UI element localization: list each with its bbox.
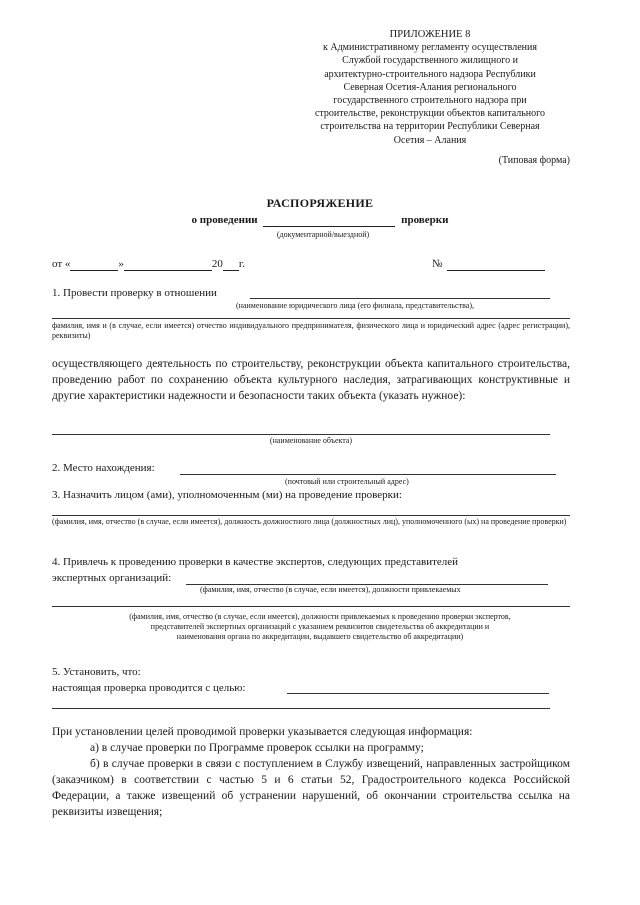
purpose-field-2[interactable] (52, 708, 550, 709)
item4-hint-block (40, 612, 600, 642)
location-field[interactable] (180, 474, 556, 475)
document-title: РАСПОРЯЖЕНИЕ (266, 196, 374, 210)
appendix-line: государственного строительного надзора при (333, 95, 527, 107)
date-year-suffix: г. (238, 258, 245, 270)
appendix-title: ПРИЛОЖЕНИЕ 8 (389, 29, 471, 40)
inspection-subtitle (0, 214, 640, 227)
date-from-label: от « (52, 258, 71, 270)
number-label: № (432, 258, 443, 270)
date-year-prefix: 20 (211, 258, 223, 270)
item1-text: 1. Провести проверку в отношении (52, 287, 217, 299)
subtitle-right: проверки (401, 214, 449, 226)
item4-line1: 4. Привлечь к проведению проверки в качестве экспертов, следующих представителей (52, 556, 459, 568)
item4-hint-line: наименования органа по аккредитации, выдавшего свидетельство об аккредитации) (176, 632, 464, 641)
item2-label: 2. Место нахождения: (52, 462, 155, 474)
appendix-line: Северная Осетия-Алания регионального (343, 81, 517, 93)
item5-label: 5. Установить, что: (52, 666, 141, 678)
item4-hint-line: (фамилия, имя, отчество (в случае, если имеется), должности привлекаемых к проведению проверки экспертов, (129, 612, 511, 621)
item1-field-2[interactable] (52, 318, 570, 319)
appendix-block (300, 28, 560, 147)
appendix-line: к Административному регламенту осуществления (323, 42, 537, 54)
item4-hint-inline: (фамилия, имя, отчество (в случае, если имеется), должности привлекаемых (200, 585, 461, 594)
purpose-intro: При установлении целей проводимой проверки указывается следующая информация: (52, 726, 473, 738)
subtitle-left: о проведении (191, 214, 258, 226)
date-day-field[interactable] (70, 258, 118, 271)
item3-hint: (фамилия, имя, отчество (в случае, если имеется), должность должностного лица (должностных лиц), уполномоченного (ых) на проведение проверки) (52, 517, 567, 526)
appendix-line: Службой государственного жилищного и (342, 55, 518, 67)
activity-paragraph: осуществляющего деятельность по строительству, реконструкции объекта капитального строительства, проведению работ по сохранению объекта культурного наследия, затрагивающих конструктивные и другие характеристики надежности и безопасности таких объекта (указать нужное): (52, 358, 570, 402)
purpose-item-b (52, 756, 570, 820)
object-field[interactable] (52, 434, 550, 435)
item2-hint: (почтовый или строительный адрес) (285, 477, 409, 486)
date-line (52, 258, 245, 271)
item5-purpose: настоящая проверка проводится с целью: (52, 682, 246, 694)
item1-hint2: фамилия, имя и (в случае, если имеется) отчество индивидуального предпринимателя, физического лица и юридический адрес (адрес регистрации), реквизиты) (52, 321, 570, 340)
item1-hint1: (наименование юридического лица (его филиала, представительства), (236, 301, 474, 310)
appendix-line: строительства на территории Республики Северная (320, 121, 540, 133)
purpose-item-a: а) в случае проверки по Программе проверок ссылки на программу; (90, 742, 424, 754)
item1-field[interactable] (250, 298, 550, 299)
item4-line2: экспертных организаций: (52, 572, 172, 584)
date-year-field[interactable] (223, 258, 239, 271)
item4-hint-line: представителей экспертных организаций с указанием реквизитов свидетельства об аккредитации и (150, 622, 490, 631)
number-field[interactable] (447, 258, 545, 271)
inspector-field[interactable] (52, 515, 570, 516)
date-month-field[interactable] (124, 258, 212, 271)
appendix-line: Осетия – Алания (393, 134, 467, 146)
purpose-item-b-text: б) в случае проверки в связи с поступлением в Службу извещений, направленных застройщиком (заказчиком) в соответствии с частью 5 и 6 статьи 52, Градостроительного кодекса Российской Федерации, а также извещений об устранении нарушений, об окончании строительства ссылка на реквизиты извещения; (52, 758, 570, 818)
number-line (432, 258, 545, 271)
experts-field-2[interactable] (52, 606, 570, 607)
form-type-label: (Типовая форма) (498, 155, 570, 166)
inspection-type-hint: (документарной/выездной) (276, 230, 370, 239)
appendix-line: строительстве, реконструкции объектов капитального (314, 108, 546, 120)
purpose-field[interactable] (287, 693, 549, 694)
item3-label: 3. Назначить лицом (ами), уполномоченным (ми) на проведение проверки: (52, 489, 402, 501)
object-hint: (наименование объекта) (269, 436, 353, 445)
appendix-line: архитектурно-строительного надзора Республики (324, 68, 536, 80)
inspection-type-field[interactable] (263, 214, 395, 227)
item1-label (52, 287, 217, 299)
date-quote-close: » (118, 258, 124, 270)
